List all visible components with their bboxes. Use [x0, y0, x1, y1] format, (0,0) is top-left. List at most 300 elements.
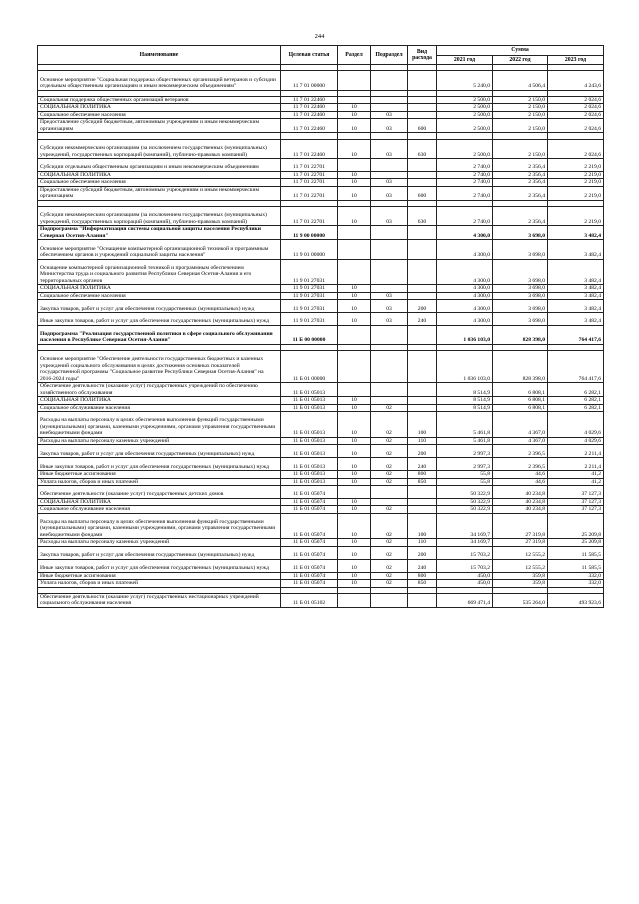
row-sum-2023: 3 482,4: [548, 313, 604, 326]
row-sum-2021: 2 740,0: [437, 207, 493, 226]
row-sum-2021: 2 500,0: [437, 111, 493, 119]
row-subsection: 03: [371, 111, 408, 119]
row-section: 10: [338, 186, 371, 200]
row-subsection: 02: [371, 478, 408, 486]
row-section: 10: [338, 513, 371, 539]
row-section: 10: [338, 437, 371, 445]
row-sum-2021: 2 500,0: [437, 96, 493, 104]
row-section: [338, 240, 371, 259]
row-expense-type: 800: [408, 471, 437, 479]
row-subsection: [371, 159, 408, 172]
row-sum-2021: 15 703,2: [437, 559, 493, 572]
row-sum-2022: 40 234,8: [493, 498, 548, 506]
row-sum-2023: 6 282,1: [548, 383, 604, 397]
row-section: 10: [338, 111, 371, 119]
row-subsection: [371, 593, 408, 607]
row-subsection: [371, 285, 408, 293]
row-sum-2022: 2 356,4: [493, 186, 548, 200]
row-subsection: 02: [371, 513, 408, 539]
row-expense-type: [408, 111, 437, 119]
row-target-code: 11 Б 01 05074: [281, 572, 338, 580]
row-section: [338, 351, 371, 383]
row-expense-type: 630: [408, 139, 437, 158]
row-section: [338, 383, 371, 397]
row-sum-2021: 4 300,0: [437, 240, 493, 259]
row-sum-2021: 50 322,9: [437, 506, 493, 514]
row-section: 10: [338, 559, 371, 572]
col-header-name: Наименование: [38, 46, 281, 65]
row-sum-2023: 25 209,8: [548, 513, 604, 539]
row-name: Расходы на выплаты персоналу в целях обеспечения выполнения функций государственными (муниципальными) органами, казенными учреждениями, органами управления государственными внебюджетными фондами: [38, 513, 281, 539]
row-expense-type: [408, 292, 437, 300]
row-sum-2023: 3 482,4: [548, 300, 604, 313]
row-section: 10: [338, 572, 371, 580]
row-subsection: 02: [371, 437, 408, 445]
table-row: [38, 300, 604, 313]
row-name: Оснащение компьютерной организационной техникой и программным обеспечением Министерства труда и социального развития Республики Северная Осетия-Алания и его территориальных органов: [38, 259, 281, 285]
row-sum-2023: 4 029,6: [548, 437, 604, 445]
row-sum-2023: 41,2: [548, 471, 604, 479]
row-sum-2021: 1 036 103,0: [437, 351, 493, 383]
row-name: Предоставление субсидий бюджетным, автономным учреждениям и иным некоммерческим организациям: [38, 186, 281, 200]
row-sum-2021: 2 740,0: [437, 159, 493, 172]
row-expense-type: [408, 397, 437, 405]
row-name: Расходы на выплаты персоналу казенных учреждений: [38, 437, 281, 445]
row-target-code: 11 9 00 00000: [281, 226, 338, 240]
row-sum-2021: 34 169,7: [437, 513, 493, 539]
row-target-code: 11 Б 01 05074: [281, 513, 338, 539]
row-expense-type: [408, 159, 437, 172]
row-expense-type: 100: [408, 412, 437, 438]
table-row: [38, 546, 604, 559]
row-target-code: 11 Б 01 05074: [281, 580, 338, 588]
col-header-sum: Сумма: [437, 46, 604, 56]
col-header-2022: 2022 год: [493, 56, 548, 65]
row-subsection: [371, 486, 408, 499]
row-subsection: 03: [371, 186, 408, 200]
row-sum-2022: 12 555,2: [493, 546, 548, 559]
row-subsection: [371, 171, 408, 179]
row-sum-2021: 8 514,9: [437, 383, 493, 397]
row-name: Субсидии некоммерческим организациям (за исключением государственных (муниципальных) учреждений, государственных корпораций (компаний), публично-правовых компаний): [38, 207, 281, 226]
row-sum-2022: 6 808,1: [493, 383, 548, 397]
row-subsection: 03: [371, 313, 408, 326]
row-sum-2021: 5 461,8: [437, 437, 493, 445]
row-expense-type: [408, 498, 437, 506]
row-sum-2023: 11 585,5: [548, 559, 604, 572]
row-sum-2023: 11 585,5: [548, 546, 604, 559]
row-name: Закупка товаров, работ и услуг для обеспечения государственных (муниципальных) нужд: [38, 546, 281, 559]
row-sum-2022: 535 264,0: [493, 593, 548, 607]
row-expense-type: [408, 506, 437, 514]
row-target-code: 11 9 01 27031: [281, 300, 338, 313]
row-target-code: 11 Б 01 05074: [281, 546, 338, 559]
row-name: СОЦИАЛЬНАЯ ПОЛИТИКА: [38, 171, 281, 179]
table-row: [38, 171, 604, 179]
row-sum-2021: 2 997,3: [437, 445, 493, 458]
row-subsection: [371, 71, 408, 90]
row-sum-2021: 4 300,0: [437, 313, 493, 326]
row-sum-2021: 50 322,9: [437, 486, 493, 499]
table-row: [38, 412, 604, 438]
row-sum-2023: 25 209,8: [548, 539, 604, 547]
table-row: [38, 506, 604, 514]
row-expense-type: [408, 259, 437, 285]
row-sum-2021: 4 300,0: [437, 259, 493, 285]
row-sum-2023: 764 417,6: [548, 351, 604, 383]
table-row: [38, 313, 604, 326]
table-row: [38, 104, 604, 112]
table-row: [38, 458, 604, 471]
row-sum-2022: 2 356,4: [493, 179, 548, 187]
row-name: Субсидии отдельным общественным организациям и иным некоммерческим объединениям: [38, 159, 281, 172]
row-target-code: 11 Б 01 05013: [281, 404, 338, 412]
table-row: [38, 325, 604, 344]
budget-table: [37, 45, 604, 608]
row-sum-2021: 2 500,0: [437, 119, 493, 133]
row-target-code: 11 7 01 22460: [281, 119, 338, 133]
row-sum-2023: 493 923,6: [548, 593, 604, 607]
row-target-code: 11 Б 01 05013: [281, 458, 338, 471]
row-sum-2022: 2 356,4: [493, 159, 548, 172]
row-target-code: 11 9 01 27031: [281, 259, 338, 285]
row-subsection: [371, 498, 408, 506]
row-expense-type: [408, 404, 437, 412]
table-row: [38, 119, 604, 133]
row-name: СОЦИАЛЬНАЯ ПОЛИТИКА: [38, 104, 281, 112]
row-subsection: 02: [371, 559, 408, 572]
row-sum-2021: 5 240,0: [437, 71, 493, 90]
row-name: Закупка товаров, работ и услуг для обеспечения государственных (муниципальных) нужд: [38, 300, 281, 313]
row-sum-2021: 2 740,0: [437, 179, 493, 187]
table-row: [38, 437, 604, 445]
table-row: [38, 179, 604, 187]
row-sum-2023: 2 219,0: [548, 186, 604, 200]
row-name: Иные закупки товаров, работ и услуг для обеспечения государственных (муниципальных) нужд: [38, 458, 281, 471]
row-name: Субсидии некоммерческим организациям (за исключением государственных (муниципальных) учреждений, государственных корпораций (компаний), публично-правовых компаний): [38, 139, 281, 158]
row-name: Предоставление субсидий бюджетным, автономным учреждениям и иным некоммерческим организациям: [38, 119, 281, 133]
row-name: Иные бюджетные ассигнования: [38, 572, 281, 580]
col-header-2021: 2021 год: [437, 56, 493, 65]
row-sum-2022: 2 150,0: [493, 111, 548, 119]
row-subsection: [371, 325, 408, 344]
row-expense-type: 110: [408, 437, 437, 445]
row-subsection: 02: [371, 404, 408, 412]
row-section: [338, 593, 371, 607]
row-name: Социальное обслуживание населения: [38, 404, 281, 412]
row-expense-type: 200: [408, 300, 437, 313]
table-row: [38, 397, 604, 405]
row-target-code: 11 Б 01 05074: [281, 539, 338, 547]
row-target-code: 11 9 01 27031: [281, 313, 338, 326]
row-expense-type: 240: [408, 313, 437, 326]
row-sum-2023: 2 219,0: [548, 171, 604, 179]
row-name: Обеспечение деятельности (оказание услуг) государственных детских домов: [38, 486, 281, 499]
table-row: [38, 559, 604, 572]
table-row: [38, 111, 604, 119]
row-subsection: 02: [371, 412, 408, 438]
row-subsection: [371, 104, 408, 112]
row-target-code: 11 9 01 00000: [281, 240, 338, 259]
row-target-code: 11 Б 01 05074: [281, 559, 338, 572]
row-name: СОЦИАЛЬНАЯ ПОЛИТИКА: [38, 285, 281, 293]
table-row: [38, 285, 604, 293]
row-name: Подпрограмма "Реализация государственной политики в сфере социального обслуживания населения в Республике Северная Осетия-Алания": [38, 325, 281, 344]
row-section: 10: [338, 478, 371, 486]
row-expense-type: [408, 325, 437, 344]
row-target-code: 11 7 01 22460: [281, 111, 338, 119]
row-sum-2023: 6 282,1: [548, 404, 604, 412]
row-section: 10: [338, 300, 371, 313]
row-expense-type: 240: [408, 458, 437, 471]
row-subsection: [371, 240, 408, 259]
row-name: Основное мероприятие "Оснащение компьютерной организационной техникой и программным обеспечением органов и учреждений социальной защиты населения": [38, 240, 281, 259]
row-sum-2023: 3 482,4: [548, 259, 604, 285]
row-target-code: 11 Б 01 05013: [281, 412, 338, 438]
row-subsection: 03: [371, 207, 408, 226]
row-section: 10: [338, 580, 371, 588]
row-target-code: 11 7 01 22701: [281, 171, 338, 179]
row-sum-2022: 3 698,0: [493, 300, 548, 313]
row-sum-2021: 2 500,0: [437, 104, 493, 112]
row-sum-2022: 44,6: [493, 478, 548, 486]
row-expense-type: 630: [408, 207, 437, 226]
row-sum-2022: 2 356,4: [493, 207, 548, 226]
row-sum-2023: 3 482,4: [548, 285, 604, 293]
table-row: [38, 572, 604, 580]
row-name: СОЦИАЛЬНАЯ ПОЛИТИКА: [38, 498, 281, 506]
table-row: [38, 498, 604, 506]
row-sum-2022: 2 150,0: [493, 104, 548, 112]
table-row: [38, 513, 604, 539]
row-subsection: [371, 96, 408, 104]
row-sum-2022: 828 398,0: [493, 325, 548, 344]
row-subsection: 02: [371, 445, 408, 458]
row-section: [338, 159, 371, 172]
row-sum-2023: 37 127,3: [548, 506, 604, 514]
row-expense-type: 600: [408, 186, 437, 200]
row-subsection: [371, 383, 408, 397]
row-subsection: [371, 351, 408, 383]
row-target-code: 11 Б 01 05102: [281, 593, 338, 607]
row-subsection: 02: [371, 471, 408, 479]
row-sum-2022: 2 150,0: [493, 96, 548, 104]
row-target-code: 11 Б 01 05074: [281, 498, 338, 506]
row-section: 10: [338, 313, 371, 326]
row-section: 10: [338, 539, 371, 547]
row-subsection: 02: [371, 458, 408, 471]
row-sum-2022: 4 367,0: [493, 437, 548, 445]
col-header-target: Целевая статья: [281, 46, 338, 65]
row-target-code: 11 Б 01 05013: [281, 437, 338, 445]
row-name: СОЦИАЛЬНАЯ ПОЛИТИКА: [38, 397, 281, 405]
table-row: [38, 96, 604, 104]
table-row: [38, 593, 604, 607]
table-row: [38, 351, 604, 383]
row-sum-2023: 3 482,4: [548, 292, 604, 300]
row-subsection: 03: [371, 139, 408, 158]
row-sum-2022: 828 398,0: [493, 351, 548, 383]
col-header-expense-type: Вид расхода: [408, 46, 437, 65]
row-sum-2023: 2 219,0: [548, 159, 604, 172]
row-sum-2022: 2 150,0: [493, 119, 548, 133]
row-target-code: 11 7 01 22460: [281, 104, 338, 112]
row-sum-2022: 2 396,5: [493, 458, 548, 471]
row-target-code: 11 Б 01 05013: [281, 478, 338, 486]
row-sum-2023: 37 127,3: [548, 486, 604, 499]
table-row: [38, 445, 604, 458]
row-name: Социальное обеспечение населения: [38, 292, 281, 300]
row-sum-2023: 2 024,6: [548, 111, 604, 119]
row-subsection: 03: [371, 300, 408, 313]
row-sum-2021: 55,8: [437, 471, 493, 479]
row-sum-2022: 2 356,4: [493, 171, 548, 179]
row-section: [338, 486, 371, 499]
row-target-code: 11 7 01 22460: [281, 96, 338, 104]
row-expense-type: [408, 171, 437, 179]
table-row: [38, 186, 604, 200]
row-sum-2023: 2 211,4: [548, 458, 604, 471]
row-sum-2023: 332,0: [548, 580, 604, 588]
row-target-code: 11 9 01 27031: [281, 285, 338, 293]
row-sum-2021: 2 740,0: [437, 186, 493, 200]
table-row: [38, 207, 604, 226]
row-sum-2023: 37 127,3: [548, 498, 604, 506]
row-expense-type: 240: [408, 559, 437, 572]
row-name: Социальное обеспечение населения: [38, 179, 281, 187]
row-sum-2021: 4 300,0: [437, 292, 493, 300]
row-sum-2022: 44,6: [493, 471, 548, 479]
row-expense-type: 850: [408, 478, 437, 486]
row-sum-2023: 4 029,6: [548, 412, 604, 438]
row-sum-2021: 34 169,7: [437, 539, 493, 547]
row-section: 10: [338, 104, 371, 112]
table-row: [38, 478, 604, 486]
row-section: [338, 71, 371, 90]
row-name: Закупка товаров, работ и услуг для обеспечения государственных (муниципальных) нужд: [38, 445, 281, 458]
row-sum-2022: 3 698,0: [493, 292, 548, 300]
row-name: Социальное обслуживание населения: [38, 506, 281, 514]
row-target-code: 11 Б 00 00000: [281, 325, 338, 344]
row-sum-2022: 40 234,8: [493, 506, 548, 514]
row-section: 10: [338, 445, 371, 458]
row-target-code: 11 7 01 22701: [281, 207, 338, 226]
row-expense-type: [408, 240, 437, 259]
row-sum-2023: 764 417,6: [548, 325, 604, 344]
row-subsection: 03: [371, 119, 408, 133]
row-subsection: [371, 397, 408, 405]
row-sum-2022: 3 698,0: [493, 259, 548, 285]
row-name: Основное мероприятие "Социальная поддержка общественных организаций ветеранов и субсидии отдельным общественным организациям и иным некоммерческим объединениям": [38, 71, 281, 90]
row-section: 10: [338, 506, 371, 514]
row-sum-2023: 41,2: [548, 478, 604, 486]
table-row: [38, 226, 604, 240]
row-sum-2021: 15 703,2: [437, 546, 493, 559]
row-sum-2022: 6 808,1: [493, 397, 548, 405]
row-subsection: [371, 226, 408, 240]
row-expense-type: [408, 96, 437, 104]
row-sum-2022: 359,8: [493, 572, 548, 580]
row-target-code: 11 Б 01 05013: [281, 445, 338, 458]
row-section: 10: [338, 546, 371, 559]
row-expense-type: [408, 351, 437, 383]
row-sum-2023: 2 024,6: [548, 139, 604, 158]
row-sum-2021: 55,8: [437, 478, 493, 486]
row-sum-2021: 8 514,9: [437, 397, 493, 405]
table-row: [38, 139, 604, 158]
row-name: Социальное обеспечение населения: [38, 111, 281, 119]
row-sum-2022: 4 506,4: [493, 71, 548, 90]
row-name: Основное мероприятие "Обеспечение деятельности государственных бюджетных и казенных учреждений социального обслуживания в целях достижения основных показателей государственной программы "Социальное развитие Республики Северная Осетия-Алания" на 2016-2024 годы": [38, 351, 281, 383]
row-expense-type: [408, 486, 437, 499]
col-header-subsection: Подраздел: [371, 46, 408, 65]
row-section: 10: [338, 292, 371, 300]
row-section: 10: [338, 471, 371, 479]
table-row: [38, 159, 604, 172]
row-section: 10: [338, 179, 371, 187]
row-sum-2023: 2 219,0: [548, 207, 604, 226]
row-target-code: 11 7 01 00000: [281, 71, 338, 90]
row-section: 10: [338, 119, 371, 133]
page-number: 244: [314, 33, 325, 40]
row-sum-2023: 332,0: [548, 572, 604, 580]
row-subsection: 02: [371, 539, 408, 547]
row-name: Обеспечение деятельности (оказание услуг) государственных нестационарных учреждений социального обслуживания населения: [38, 593, 281, 607]
table-row: [38, 404, 604, 412]
row-sum-2021: 669 471,4: [437, 593, 493, 607]
row-sum-2021: 2 740,0: [437, 171, 493, 179]
row-section: 10: [338, 139, 371, 158]
row-expense-type: 600: [408, 119, 437, 133]
row-sum-2022: 27 319,8: [493, 539, 548, 547]
row-subsection: [371, 259, 408, 285]
row-name: Уплата налогов, сборов и иных платежей: [38, 580, 281, 588]
row-expense-type: 800: [408, 572, 437, 580]
row-name: Уплата налогов, сборов и иных платежей: [38, 478, 281, 486]
row-sum-2023: 6 282,1: [548, 397, 604, 405]
row-sum-2023: 2 219,0: [548, 179, 604, 187]
table-row: [38, 71, 604, 90]
row-subsection: 02: [371, 506, 408, 514]
row-expense-type: [408, 383, 437, 397]
row-sum-2021: 450,0: [437, 572, 493, 580]
table-row: [38, 259, 604, 285]
table-row: [38, 486, 604, 499]
row-section: 10: [338, 285, 371, 293]
row-subsection: 02: [371, 546, 408, 559]
row-sum-2021: 2 997,3: [437, 458, 493, 471]
row-expense-type: 850: [408, 580, 437, 588]
row-expense-type: [408, 593, 437, 607]
row-sum-2021: 4 300,0: [437, 226, 493, 240]
row-name: Иные закупки товаров, работ и услуг для обеспечения государственных (муниципальных) нужд: [38, 559, 281, 572]
row-section: 10: [338, 171, 371, 179]
row-section: 10: [338, 498, 371, 506]
row-sum-2021: 8 514,9: [437, 404, 493, 412]
row-name: Обеспечение деятельности (оказание услуг) государственных учреждений по обеспечению хозяйственного обслуживания: [38, 383, 281, 397]
row-target-code: 11 7 01 22701: [281, 179, 338, 187]
row-sum-2022: 2 150,0: [493, 139, 548, 158]
row-name: Расходы на выплаты персоналу в целях обеспечения выполнения функций государственными (муниципальными) органами, казенными учреждениями, органами управления государственными внебюджетными фондами: [38, 412, 281, 438]
row-expense-type: 110: [408, 539, 437, 547]
row-sum-2021: 4 300,0: [437, 300, 493, 313]
row-section: [338, 96, 371, 104]
row-expense-type: 100: [408, 513, 437, 539]
table-row: [38, 471, 604, 479]
row-sum-2022: 12 555,2: [493, 559, 548, 572]
row-name: Расходы на выплаты персоналу казенных учреждений: [38, 539, 281, 547]
row-sum-2022: 3 698,0: [493, 313, 548, 326]
